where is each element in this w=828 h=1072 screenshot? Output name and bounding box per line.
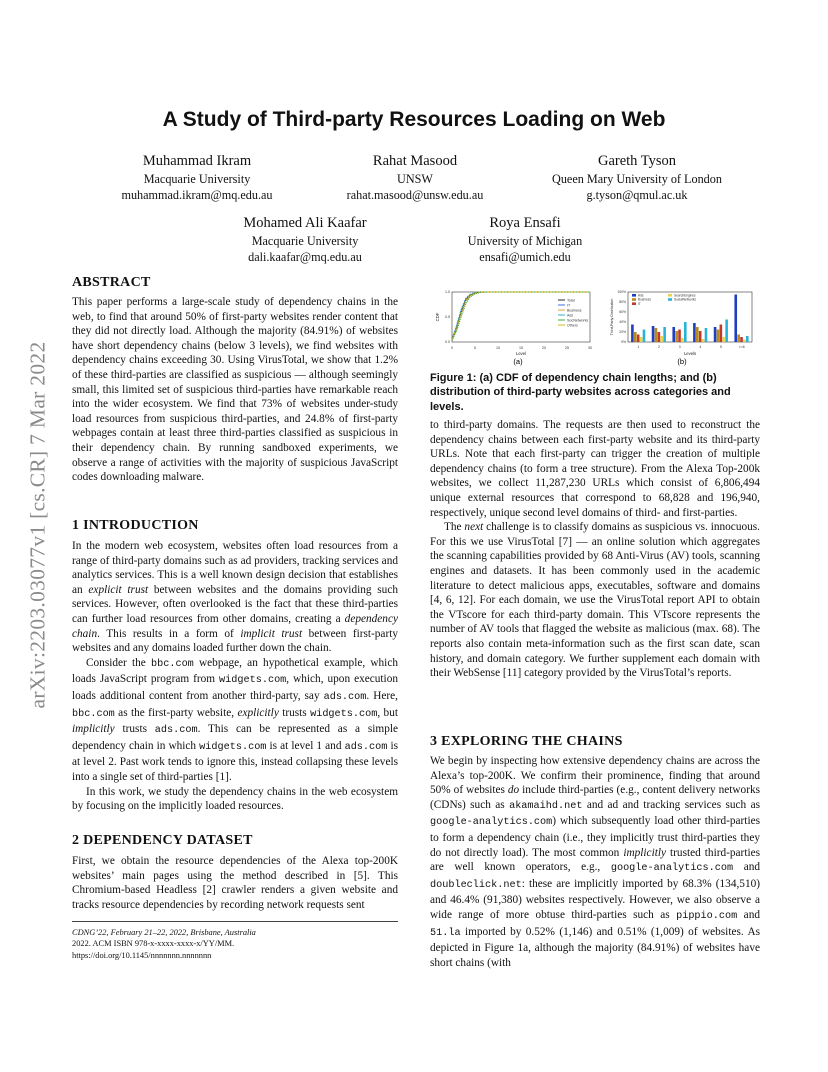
- paragraph: In this work, we study the dependency chains in the web ecosystem by focusing on the implicitly loaded resources.: [72, 785, 398, 813]
- author-email: dali.kaafar@mq.edu.au: [248, 250, 362, 264]
- chart-a-xtick: 20: [542, 346, 546, 350]
- chart-b-xtick: 3: [678, 345, 681, 349]
- chart-a-xtick: 25: [565, 346, 569, 350]
- chart-a-legend-label: Business: [567, 308, 582, 313]
- chart-b-legend-swatch: [632, 294, 636, 297]
- abstract-body: [72, 295, 398, 485]
- chart-b-bar: [743, 340, 746, 343]
- author-email: ensafi@umich.edu: [479, 250, 571, 264]
- author-name: Muhammad Ikram: [142, 153, 252, 169]
- author-5: [420, 214, 630, 265]
- chart-b-bar: [637, 335, 640, 343]
- paragraph: Consider the bbc.com webpage, an hypothetical example, which loads JavaScript program from widgets.com, which, upon execution loads additional content from another third-party, say ads.com. Here, bbc.com as the first-party website, explicitly trusts widgets.com, but implicitly trusts ads.com. This can be represented as a simple dependency chain in which widgets.com is at level 1 and ads.com is at level 2. Past work tends to ignore this, instead collapsing these levels into a single set of third-parties [1].: [72, 656, 399, 783]
- author-name: Rahat Masood: [372, 153, 458, 169]
- chart-b-bar: [660, 336, 663, 342]
- chart-b-ylabel: Third-Party Distribution: [610, 298, 614, 336]
- footnote-rule: [72, 921, 398, 922]
- chart-b-legend-label: Business: [638, 297, 651, 302]
- paragraph: The next challenge is to classify domains as suspicious vs. innocuous. For this we use VirusTotal [7] — an online solution which aggregates the scanning capabilities provided by 68 Anti-Virus (AV) tools, scanning engines and datasets. It has been commonly used in the academic literature to detect malicious apps, executables, software and domains [4, 6, 12]. For each domain, we use the VirusTotal report API to obtain the VTscore for each third-party domain. This VTscore represents the number of AV tools that flagged the website as malicious (max. 68). The reports also contain meta-information such as the first scan date, scan history, and domain category. We further supplement each domain with their WebSense [11] category provided by the VirusTotal’s reports.: [430, 521, 760, 680]
- author-email: rahat.masood@unsw.edu.au: [346, 188, 484, 202]
- author-4: [200, 214, 410, 265]
- chart-b-bar: [684, 322, 687, 342]
- chart-b-bar: [681, 338, 684, 342]
- paper-title: A Study of Third-party Resources Loading on Web: [162, 108, 666, 131]
- arxiv-sidebar: [8, 290, 68, 760]
- chart-b-xtick: 4: [699, 345, 702, 349]
- chart-b-bar: [699, 331, 702, 342]
- author-affiliation: University of Michigan: [467, 234, 583, 248]
- figure-label-b: (b): [677, 357, 687, 366]
- chart-b-legend-swatch: [632, 302, 636, 305]
- abstract-text: This paper performs a large-scale study of dependency chains in the web, to find that around 50% of first-party websites render content that they did not directly load. Although the majority (84.91%) of websites have short dependency chains (below 3 levels), we find websites with dependency chains exceeding 30. Using VirusTotal, we show that 1.2% of these third-parties are classified as suspicious — although seemingly small, this limited set of suspicious third-parties have remarkable reach into the wider ecosystem. We find that 73% of websites under-study load resources from suspicious third-parties, and 24.8% of first-party webpages contain at least three third-parties classified as suspicious in their dependency chain. By running sandboxed experiments, we observe a range of activities with the majority of suspicious JavaScript codes downloading malware.: [72, 296, 398, 484]
- chart-b-legend-swatch: [668, 294, 672, 297]
- chart-b-ytick: 0%: [621, 340, 626, 345]
- chart-b-bar: [652, 326, 655, 342]
- chart-b-bar: [658, 332, 661, 342]
- chart-b-bars: [610, 290, 752, 356]
- chart-b-bar: [672, 327, 675, 342]
- chart-b-legend-swatch: [632, 298, 636, 301]
- section-2-heading: 2 DEPENDENCY DATASET: [72, 833, 253, 848]
- chart-b-bar: [734, 295, 737, 343]
- chart-b-bar: [740, 337, 743, 342]
- section-1-heading: 1 INTRODUCTION: [72, 518, 199, 533]
- chart-b-xtick: 2: [658, 345, 660, 349]
- chart-b-bar: [746, 336, 749, 342]
- section-3-body: [430, 754, 760, 970]
- author-affiliation: Macquarie University: [251, 234, 359, 248]
- chart-b-bar: [675, 331, 678, 342]
- chart-b-legend-label: SearchEngines: [674, 293, 696, 298]
- paragraph: In the modern web ecosystem, websites often load resources from a range of third-party domains such as ad providers, tracking services and analytics services. This is a well known design decision that establishes an explicit trust between websites and the domains providing such services. However, often overlooked is the fact that these third-parties can further load resources from other domains, creating a dependency chain. This results in a form of implicit trust between first-party websites and any domains loaded further down the chain.: [72, 540, 398, 655]
- author-2: [310, 152, 520, 203]
- figure-1: [430, 282, 760, 370]
- author-name: Gareth Tyson: [597, 153, 677, 169]
- author-name: Roya Ensafi: [489, 215, 561, 231]
- chart-b-ytick: 100%: [617, 290, 626, 295]
- chart-b-xtick: >=6: [738, 345, 745, 349]
- chart-a-xtick: 15: [519, 346, 523, 350]
- chart-a-xtick: 0: [451, 346, 453, 350]
- author-affiliation: Queen Mary University of London: [552, 172, 722, 186]
- chart-a-xtick: 5: [474, 346, 476, 350]
- chart-a-xlabel: Level: [515, 351, 527, 356]
- chart-b-legend-label: IT: [638, 301, 641, 306]
- footnote: CDNG’22, February 21–22, 2022, Brisbane, Australia 2022. ACM ISBN 978-x-xxxx-xxxx-x/YY/MM. https://doi.org/10.1145/nnnnnnn.nnnnnnn: [72, 928, 256, 960]
- chart-a-legend-label: Others: [567, 323, 578, 328]
- chart-b-bar: [634, 332, 637, 342]
- arxiv-id: arXiv:2203.03077v1 [cs.CR] 7 Mar 2022: [25, 341, 50, 709]
- author-1: [92, 152, 302, 203]
- section-1-body: [72, 539, 398, 814]
- chart-a-ytick: 0.0: [445, 340, 450, 345]
- chart-a-cdf: [435, 290, 592, 356]
- chart-b-ytick: 40%: [619, 320, 626, 325]
- chart-a-ylabel: CDF: [435, 312, 440, 322]
- chart-b-bar: [702, 339, 705, 342]
- paragraph: We begin by inspecting how extensive dependency chains are across the Alexa’s top-200K. We confirm their prominence, finding that around 50% of websites do include third-parties (e.g., content delivery networks (CDNs) such as akamaihd.net and ad and tracking services such as google-analytics.com) which subsequently load other third-parties to form a dependency chain (i.e., they implicitly trust third-parties they do not directly load). The most common implicitly trusted third-parties are well known operators, e.g., google-analytics.com and doubleclick.net: these are implicitly imported by 68.3% (134,510) and 46.4% (91,380) websites respectively. However, we also observe a wide range of more obtuse third-parties such as pippio.com and 51.la imported by 0.52% (1,146) and 0.51% (1,009) of websites. As depicted in Figure 1a, although the majority (84.91%) of websites have short chains (with: [430, 755, 761, 969]
- chart-a-legend-label: Ads: [567, 313, 574, 318]
- chart-b-bar: [717, 330, 720, 343]
- chart-b-bar: [693, 323, 696, 342]
- chart-b-bar: [643, 330, 646, 343]
- chart-b-bar: [631, 325, 634, 343]
- chart-b-bar: [663, 327, 666, 342]
- chart-a-xtick: 30: [588, 346, 592, 350]
- author-affiliation: Macquarie University: [143, 172, 251, 186]
- author-3: [528, 152, 746, 203]
- chart-b-legend-label: Ads: [638, 293, 644, 298]
- chart-b-bar: [678, 330, 681, 343]
- chart-b-bar: [655, 328, 658, 342]
- paragraph: to third-party domains. The requests are then used to reconstruct the dependency chains between each first-party website and its third-party URLs. Note that each first-party can trigger the creation of multiple dependency chains (to form a tree structure). From the Alexa Top-200k websites, we collect 11,287,230 URLs which consist of 6,806,494 unique external resources that correspond to 68,828 and 196,940, respectively, unique second level domains of third- and first-parties.: [430, 419, 760, 519]
- chart-a-ytick: 0.5: [445, 315, 450, 320]
- author-affiliation: UNSW: [397, 172, 433, 186]
- chart-b-bar: [720, 325, 723, 343]
- author-name: Mohamed Ali Kaafar: [243, 215, 367, 231]
- chart-b-bar: [705, 328, 708, 342]
- chart-a-ytick: 1.0: [445, 290, 450, 295]
- chart-b-ytick: 20%: [619, 330, 626, 335]
- chart-b-ytick: 60%: [619, 310, 626, 315]
- abstract-heading: ABSTRACT: [72, 275, 151, 290]
- chart-a-legend-label: IT: [567, 303, 571, 308]
- chart-b-bar: [714, 327, 717, 342]
- chart-b-bar: [640, 337, 643, 342]
- section-3-heading: 3 EXPLORING THE CHAINS: [430, 734, 623, 749]
- chart-b-xlabel: Levels: [683, 351, 697, 356]
- chart-a-legend-label: Total: [567, 298, 575, 303]
- chart-b-bar: [722, 337, 725, 342]
- author-email: muhammad.ikram@mq.edu.au: [121, 188, 273, 202]
- figure-label-a: (a): [513, 357, 523, 366]
- section-2-body: [72, 854, 398, 912]
- chart-a-xtick: 10: [496, 346, 500, 350]
- figure-caption: Figure 1: (a) CDF of dependency chain lengths; and (b) distribution of third-party websites across categories and levels.: [430, 372, 731, 413]
- chart-a-legend-label: SocNetworks: [567, 318, 589, 323]
- chart-b-xtick: 1: [637, 345, 640, 349]
- author-email: g.tyson@qmul.ac.uk: [586, 188, 688, 202]
- chart-b-bar: [725, 320, 728, 343]
- chart-b-ytick: 80%: [619, 300, 626, 305]
- chart-b-legend-label: SocialNetworks: [674, 297, 696, 302]
- chart-b-bar: [696, 327, 699, 342]
- chart-b-bar: [737, 335, 740, 343]
- chart-b-xtick: 5: [720, 345, 722, 349]
- paragraph: First, we obtain the resource dependencies of the Alexa top-200K websites’ main pages using the method described in [5]. This Chromium-based Headless [2] crawler renders a given website and tracks resource dependencies by recording network requests sent: [72, 855, 398, 911]
- chart-b-legend-swatch: [668, 298, 672, 301]
- section-2-continued: [430, 418, 760, 681]
